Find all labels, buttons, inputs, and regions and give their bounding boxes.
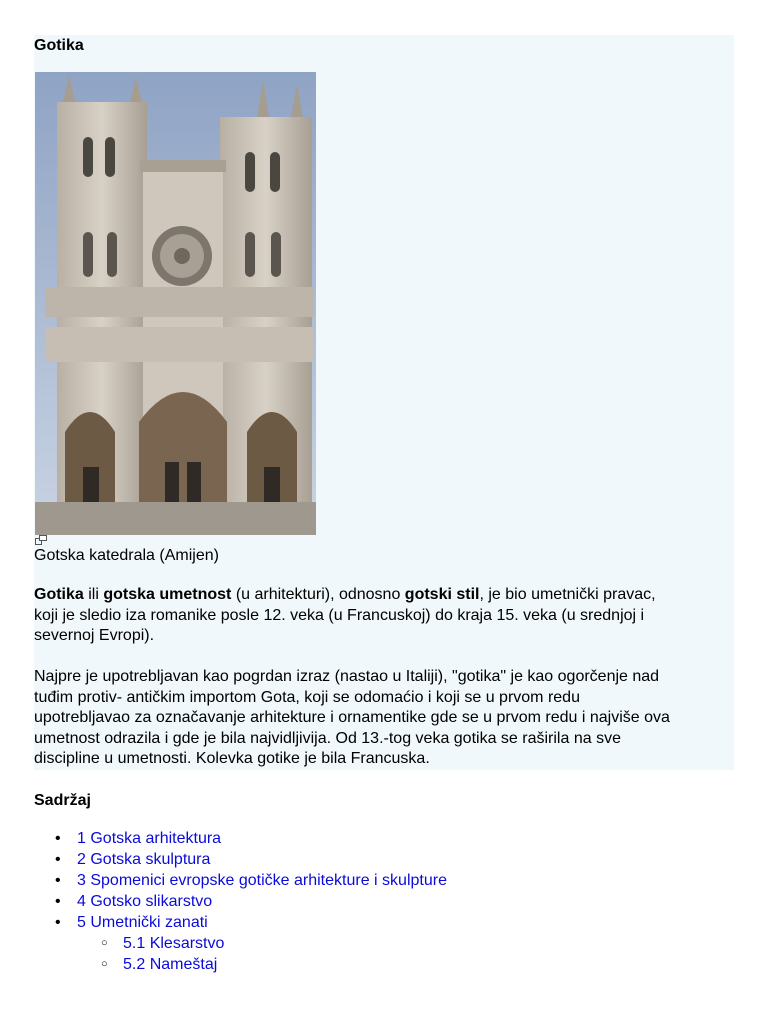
toc-item <box>0 849 768 870</box>
history-line: tuđim protiv- antičkim importom Gota, koji se odomaćio i koji se u prvom redu <box>34 688 580 706</box>
circle-bullet-icon: ○ <box>101 937 108 949</box>
intro-line-2: koji je sledio iza romanike posle 12. veka (u Francuskoj) do kraja 15. veka (u srednjoj i <box>34 606 645 624</box>
history-paragraph <box>34 667 734 770</box>
magnify-clip-icon[interactable] <box>35 535 47 545</box>
intro-line-1: Gotika ili gotska umetnost (u arhitekturi), odnosno gotski stil, je bio umetnički pravac, <box>34 586 656 603</box>
bullet-icon: • <box>55 914 61 931</box>
toc-link-gotska-skulptura[interactable]: 2 Gotska skulptura <box>77 851 211 868</box>
toc-link-gotsko-slikarstvo[interactable]: 4 Gotsko slikarstvo <box>77 893 213 910</box>
toc-link-gotska-arhitektura[interactable]: 1 Gotska arhitektura <box>77 830 222 847</box>
toc-item <box>0 891 768 912</box>
toc-item <box>0 828 768 849</box>
toc-link-umetnicki-zanati[interactable]: 5 Umetnički zanati <box>77 914 208 931</box>
toc-link-namestaj[interactable]: 5.2 Nameštaj <box>123 956 218 973</box>
toc-subitem <box>0 933 768 954</box>
bullet-icon: • <box>55 893 61 910</box>
history-line: discipline u umetnosti. Kolevka gotike je bila Francuska. <box>34 750 430 767</box>
toc-title: Sadržaj <box>34 792 91 809</box>
history-line: upotrebljavao za označavanje arhitekture i ornamentike gde se u prvom redu i najviše ova <box>34 709 670 726</box>
bullet-icon: • <box>55 830 61 847</box>
circle-bullet-icon: ○ <box>101 958 108 970</box>
cathedral-photo[interactable] <box>35 72 316 535</box>
bullet-icon: • <box>55 851 61 868</box>
intro-line-3: severnoj Evropi). <box>34 627 155 644</box>
article-title: Gotika <box>34 37 84 54</box>
toc-item <box>0 912 768 933</box>
toc-link-spomenici[interactable]: 3 Spomenici evropske gotičke arhitekture i skulpture <box>77 872 447 889</box>
intro-paragraph <box>34 585 734 647</box>
toc-link-klesarstvo[interactable]: 5.1 Klesarstvo <box>123 935 225 952</box>
toc-item <box>0 870 768 891</box>
table-of-contents <box>0 828 768 975</box>
image-caption: Gotska katedrala (Amijen) <box>34 547 219 564</box>
history-line: Najpre je upotrebljavan kao pogrdan izraz (nastao u Italiji), "gotika" je kao ogorčenje nad <box>34 668 660 685</box>
bullet-icon: • <box>55 872 61 889</box>
history-line: umetnost odrazila i gde je bila najvidljivija. Od 13.-tog veka gotika se raširila na sve <box>34 729 621 747</box>
toc-subitem <box>0 954 768 975</box>
